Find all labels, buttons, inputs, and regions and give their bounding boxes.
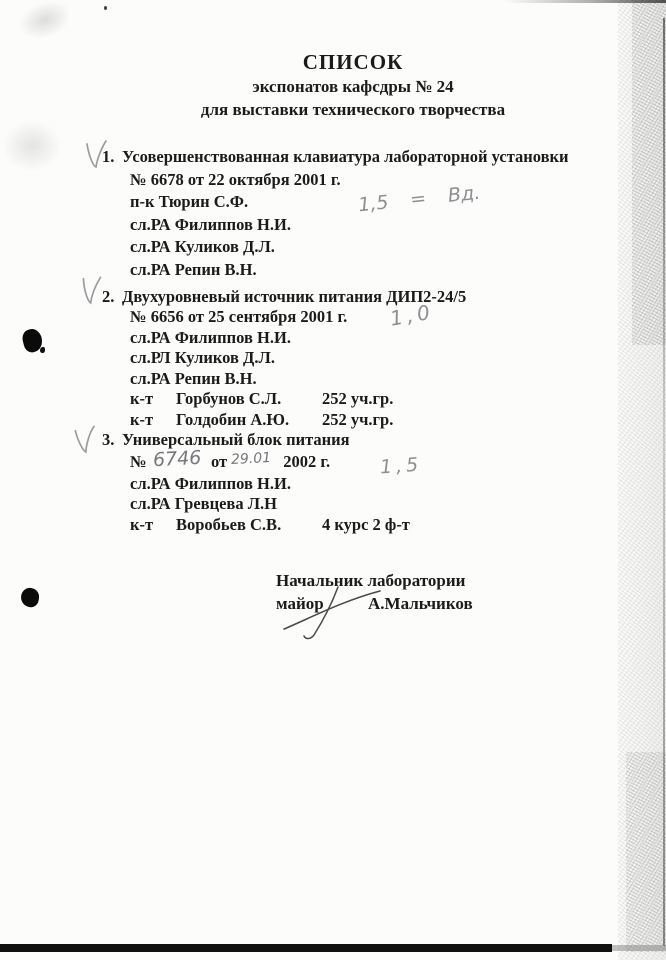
cadet-rank: к-т: [130, 515, 154, 535]
cadet-group: 4 курс 2 ф-т: [322, 515, 410, 535]
pencil-checkmark-icon: [73, 424, 99, 456]
handwritten-date: 29.01: [230, 449, 272, 468]
scan-edge-grain-bottom: [626, 752, 666, 952]
scan-bottom-bar-tail: [612, 945, 666, 951]
item-number: 1.: [102, 147, 115, 166]
item-registration-line: № 6678 от 22 октября 2001 г.: [130, 169, 341, 189]
member-line: сл.РА Филиппов Н.И.: [130, 214, 291, 234]
ot-label: от: [210, 451, 228, 471]
member-line: сл.РА Репин В.Н.: [130, 259, 257, 279]
item-heading: Двухуровневый источник питания ДИП2-24/5: [122, 286, 467, 306]
item-heading: Универсальный блок питания: [122, 430, 350, 450]
pencil-note-item2: 1,0: [388, 299, 436, 331]
signer-name: А.Мальчиков: [368, 593, 473, 613]
cadet-line: [0, 389, 640, 410]
member-line: сл.РЛ Куликов Д.Л.: [130, 348, 275, 368]
exhibit-list: [0, 146, 640, 536]
pencil-checkmark-icon: [79, 276, 104, 307]
number-sign: №: [130, 451, 147, 471]
cadet-rank: к-т: [130, 409, 154, 429]
ink-blot: [19, 587, 40, 609]
member-line: п-к Тюрин С.Ф.: [130, 192, 249, 212]
item-number: 3.: [102, 430, 115, 450]
scan-bottom-bar: [0, 944, 612, 952]
document-header: [63, 50, 643, 120]
member-line: сл.РА Филиппов Н.И.: [130, 473, 291, 493]
item-number: 2.: [102, 286, 115, 306]
document-subtitle-line2: для выставки технического творчества: [200, 99, 506, 119]
cadet-rank: к-т: [130, 389, 154, 409]
member-line: сл.РА Филиппов Н.И.: [130, 327, 291, 347]
year-label: 2002 г.: [283, 451, 331, 471]
item-heading: Усовершенствованная клавиатура лабораторной установки: [122, 147, 569, 166]
member-line: сл.РА Гревцева Л.Н: [130, 494, 277, 514]
paper-speck: [104, 6, 107, 10]
cadet-group: 252 уч.гр.: [322, 389, 394, 409]
cadet-name: Воробьев С.В.: [176, 515, 282, 535]
member-line: сл.РА Репин В.Н.: [130, 368, 257, 388]
handwritten-signature: [280, 585, 392, 645]
pencil-note-item1: 1,5 = Вд.: [357, 181, 482, 217]
cadet-line: [0, 515, 640, 536]
paper-smudge: [13, 0, 76, 46]
pencil-note-item3: 1,5: [379, 453, 423, 479]
signer-position: Начальник лаборатории: [276, 571, 466, 590]
scan-edge-line-right: [663, 18, 665, 946]
list-item-2: [0, 287, 640, 431]
pencil-checkmark-icon: [85, 140, 109, 170]
item-registration-line: № 6656 от 25 сентября 2001 г.: [130, 307, 348, 327]
cadet-name: Горбунов С.Л.: [176, 389, 282, 409]
document-subtitle-line1: экспонатов кафсдры № 24: [252, 77, 454, 96]
scan-edge-line-top: [505, 0, 666, 3]
signer-rank: майор: [276, 593, 324, 613]
cadet-name: Голдобин А.Ю.: [176, 409, 290, 429]
handwritten-exhibit-number: 6746: [152, 446, 202, 472]
cadet-group: 252 уч.гр.: [322, 409, 394, 429]
member-line: сл.РА Куликов Д.Л.: [130, 237, 275, 257]
document-title: СПИСОК: [302, 50, 404, 74]
